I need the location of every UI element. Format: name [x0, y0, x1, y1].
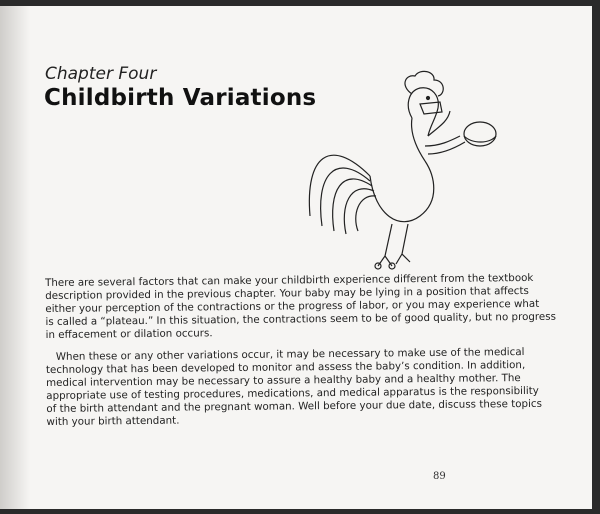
page-spine-shadow	[0, 6, 30, 509]
chapter-title: Childbirth Variations	[44, 85, 317, 111]
paragraph	[45, 345, 542, 429]
text-line: appropriate use of testing procedures, medications, and medical apparatus is the responsibility	[46, 384, 539, 402]
text-line: in effacement or dilation occurs.	[45, 327, 213, 341]
text-line: technology that has been developed to monitor and assess the baby’s condition. In addition,	[45, 358, 526, 376]
text-line: When these or any other variations occur, it may be necessary to make use of the medical	[55, 345, 525, 363]
text-line: is called a “plateau.” In this situation, the contractions seem to be of good quality, but no progress	[45, 310, 557, 328]
text-line: description provided in the previous chapter. Your baby may be lying in a position that affects	[45, 284, 529, 302]
rooster-illustration	[300, 66, 500, 276]
text-line: with your birth attendant.	[46, 414, 180, 428]
chapter-kicker: Chapter Four	[45, 64, 157, 84]
page-number: 89	[433, 471, 446, 482]
text-line: There are several factors that can make your childbirth experience different from the textbook	[45, 271, 534, 289]
book-page	[0, 6, 592, 509]
text-line: medical intervention may be necessary to assure a healthy baby and a healthy mother. The	[46, 372, 521, 389]
body-text	[45, 271, 557, 429]
paragraph	[45, 271, 557, 342]
text-line: of the birth attendant and the pregnant woman. Well before your due date, discuss these topics	[46, 397, 542, 415]
text-line: either your perception of the contractions or the progress of labor, or you may experience what	[45, 297, 540, 315]
